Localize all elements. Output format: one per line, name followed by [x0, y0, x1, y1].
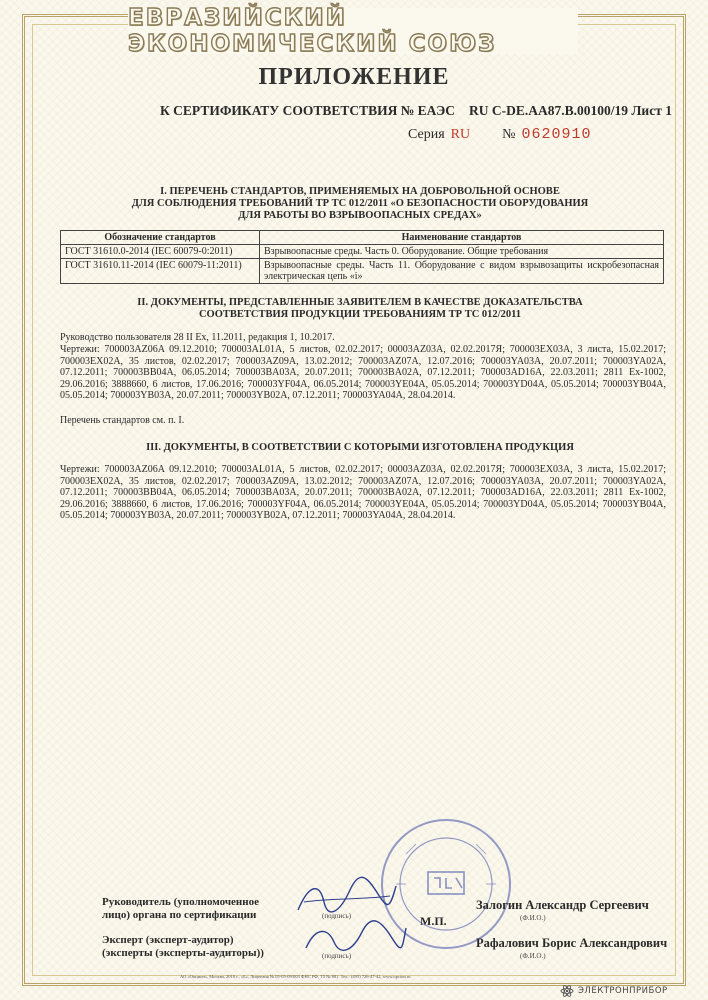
- section3-heading: III. ДОКУМЕНТЫ, В СООТВЕТСТВИИ С КОТОРЫМИ ИЗГОТОВЛЕНА ПРОДУКЦИЯ: [146, 442, 574, 453]
- head-name: Залогин Александр Сергеевич: [476, 898, 649, 912]
- head-label-line1: Руководитель (уполномоченное: [102, 896, 259, 908]
- section1-heading-line2: ДЛЯ СОБЛЮДЕНИЯ ТРЕБОВАНИЙ ТР ТС 012/2011 «О БЕЗОПАСНОСТИ ОБОРУДОВАНИЯ: [131, 198, 589, 209]
- expert-label-line2: (эксперты (эксперты-аудиторы)): [102, 947, 264, 959]
- head-label: [102, 896, 259, 922]
- series-label: Серия: [408, 127, 445, 142]
- table-cell: Взрывоопасные среды. Часть 0. Оборудование. Общие требования: [260, 245, 664, 259]
- expert-signature: [300, 918, 410, 958]
- head-fio-caption: (Ф.И.О.): [520, 914, 546, 922]
- section1-heading-line3: ДЛЯ РАБОТЫ ВО ВЗРЫВООПАСНЫХ СРЕДАХ»: [238, 210, 482, 221]
- expert-fio-caption: (Ф.И.О.): [520, 952, 546, 960]
- head-label-line2: лицо) органа по сертификации: [102, 909, 257, 921]
- section2-drawings-text: Чертежи: 700003AZ06A 09.12.2010; 700003AL01A, 5 листов, 02.02.2017; 00003AZ03A, 02.02.2017Я; 700003EX03A, 3 листа, 15.02.2017; 700003EX02A, 35 листов, 02.02.2017; 700003AZ09A, 13.02.2012; 700003AZ07A, 12.07.2016; 700003YA03A, 20.07.2011; 700003YA02A, 07.12.2011; 700003BB04A, 06.05.2014; 700003BA03A, 20.07.2011; 700003BA02A, 07.12.2011; 700003AD16A, 22.03.2011; 2811 Ex-1002, 29.06.2016; 3888660, 6 листов, 17.06.2016; 700003YF04A, 06.05.2014; 700003YE04A, 05.05.2014; 700003YD04A, 05.05.2014; 700003YB04A, 05.05.2014; 700003YB03A, 20.07.2011; 700003YB02A, 07.12.2011; 700003YA04A, 28.04.2014.: [60, 344, 666, 402]
- table-cell: Взрывоопасные среды. Часть 11. Оборудование с видом взрывозащиты искробезопасная электрическая цепь «i»: [260, 259, 664, 284]
- certificate-subtitle: [160, 103, 672, 119]
- expert-signature-caption: (подпись): [322, 952, 352, 960]
- series-code: RU: [450, 127, 471, 142]
- standards-table: [60, 230, 664, 284]
- stamp-label: М.П.: [420, 914, 447, 928]
- section2-heading-line2: СООТВЕТСТВИЯ ПРОДУКЦИИ ТРЕБОВАНИЯМ ТР ТС 012/2011: [198, 309, 522, 320]
- expert-label-line1: Эксперт (эксперт-аудитор): [102, 934, 234, 946]
- table-header-row: [61, 231, 664, 245]
- table-row: [61, 245, 664, 259]
- atom-icon: [560, 984, 574, 998]
- table-row: [61, 259, 664, 284]
- table-cell: ГОСТ 31610.0-2014 (IEC 60079-0:2011): [61, 245, 260, 259]
- section2-heading: [60, 297, 660, 321]
- brand-name: ЭЛЕКТРОНПРИБОР: [578, 986, 668, 996]
- number-label: №: [502, 127, 516, 142]
- standards-reference-text: Перечень стандартов см. п. I.: [60, 415, 185, 426]
- table-header-cell: Наименование стандартов: [260, 231, 664, 245]
- serial-number: 0620910: [521, 126, 592, 143]
- expert-name: Рафалович Борис Александрович: [476, 936, 668, 950]
- registration-number: RU C-DE.AA87.B.00100/19 Лист 1: [468, 103, 672, 118]
- table-header-cell: Обозначение стандартов: [61, 231, 260, 245]
- section1-heading: [60, 186, 660, 222]
- page-title: ПРИЛОЖЕНИЕ: [258, 64, 450, 90]
- printer-info: АО «Опцион», Москва, 2018 г., «Б», Лицензия № 05-05-09/003 ФНС РФ, ТЗ № 881. Тел.: (495) 726-47-42, www.opcion.ru: [180, 974, 411, 979]
- section2-heading-line1: II. ДОКУМЕНТЫ, ПРЕДСТАВЛЕННЫЕ ЗАЯВИТЕЛЕМ В КАЧЕСТВЕ ДОКАЗАТЕЛЬСТВА: [137, 297, 583, 308]
- table-cell: ГОСТ 31610.11-2014 (IEC 60079-11:2011): [61, 259, 260, 284]
- union-banner: [128, 5, 578, 57]
- section3-drawings-text: Чертежи: 700003AZ06A 09.12.2010; 700003AL01A, 5 листов, 02.02.2017; 00003AZ03A, 02.02.2017Я; 700003EX03A, 3 листа, 15.02.2017; 700003EX02A, 35 листов, 02.02.2017; 700003AZ09A, 13.02.2012; 700003AZ07A, 12.07.2016; 700003YA03A, 20.07.2011; 700003YA02A, 07.12.2011; 700003BB04A, 06.05.2014; 700003BA03A, 20.07.2011; 700003BA02A, 07.12.2011; 700003AD16A, 22.03.2011; 2811 Ex-1002, 29.06.2016; 3888660, 6 листов, 17.06.2016; 700003YF04A, 06.05.2014; 700003YE04A, 05.05.2014; 700003YD04A, 05.05.2014; 700003YB04A, 05.05.2014; 700003YB03A, 20.07.2011; 700003YB02A, 07.12.2011; 700003YA04A, 28.04.2014.: [60, 464, 666, 522]
- banner-text: ЕВРАЗИЙСКИЙ ЭКОНОМИЧЕСКИЙ СОЮЗ: [128, 5, 497, 57]
- series-line: [408, 126, 591, 143]
- expert-label: [102, 934, 264, 960]
- subtitle-text: К СЕРТИФИКАТУ СООТВЕТСТВИЯ № ЕАЭС: [160, 103, 455, 118]
- head-signature-caption: (подпись): [322, 912, 352, 920]
- section1-heading-line1: I. ПЕРЕЧЕНЬ СТАНДАРТОВ, ПРИМЕНЯЕМЫХ НА ДОБРОВОЛЬНОЙ ОСНОВЕ: [160, 186, 560, 197]
- brand-logo: [560, 984, 668, 998]
- user-manual-text: Руководство пользователя 28 II Ex, 11.2011, редакция 1, 10.2017.: [60, 332, 335, 343]
